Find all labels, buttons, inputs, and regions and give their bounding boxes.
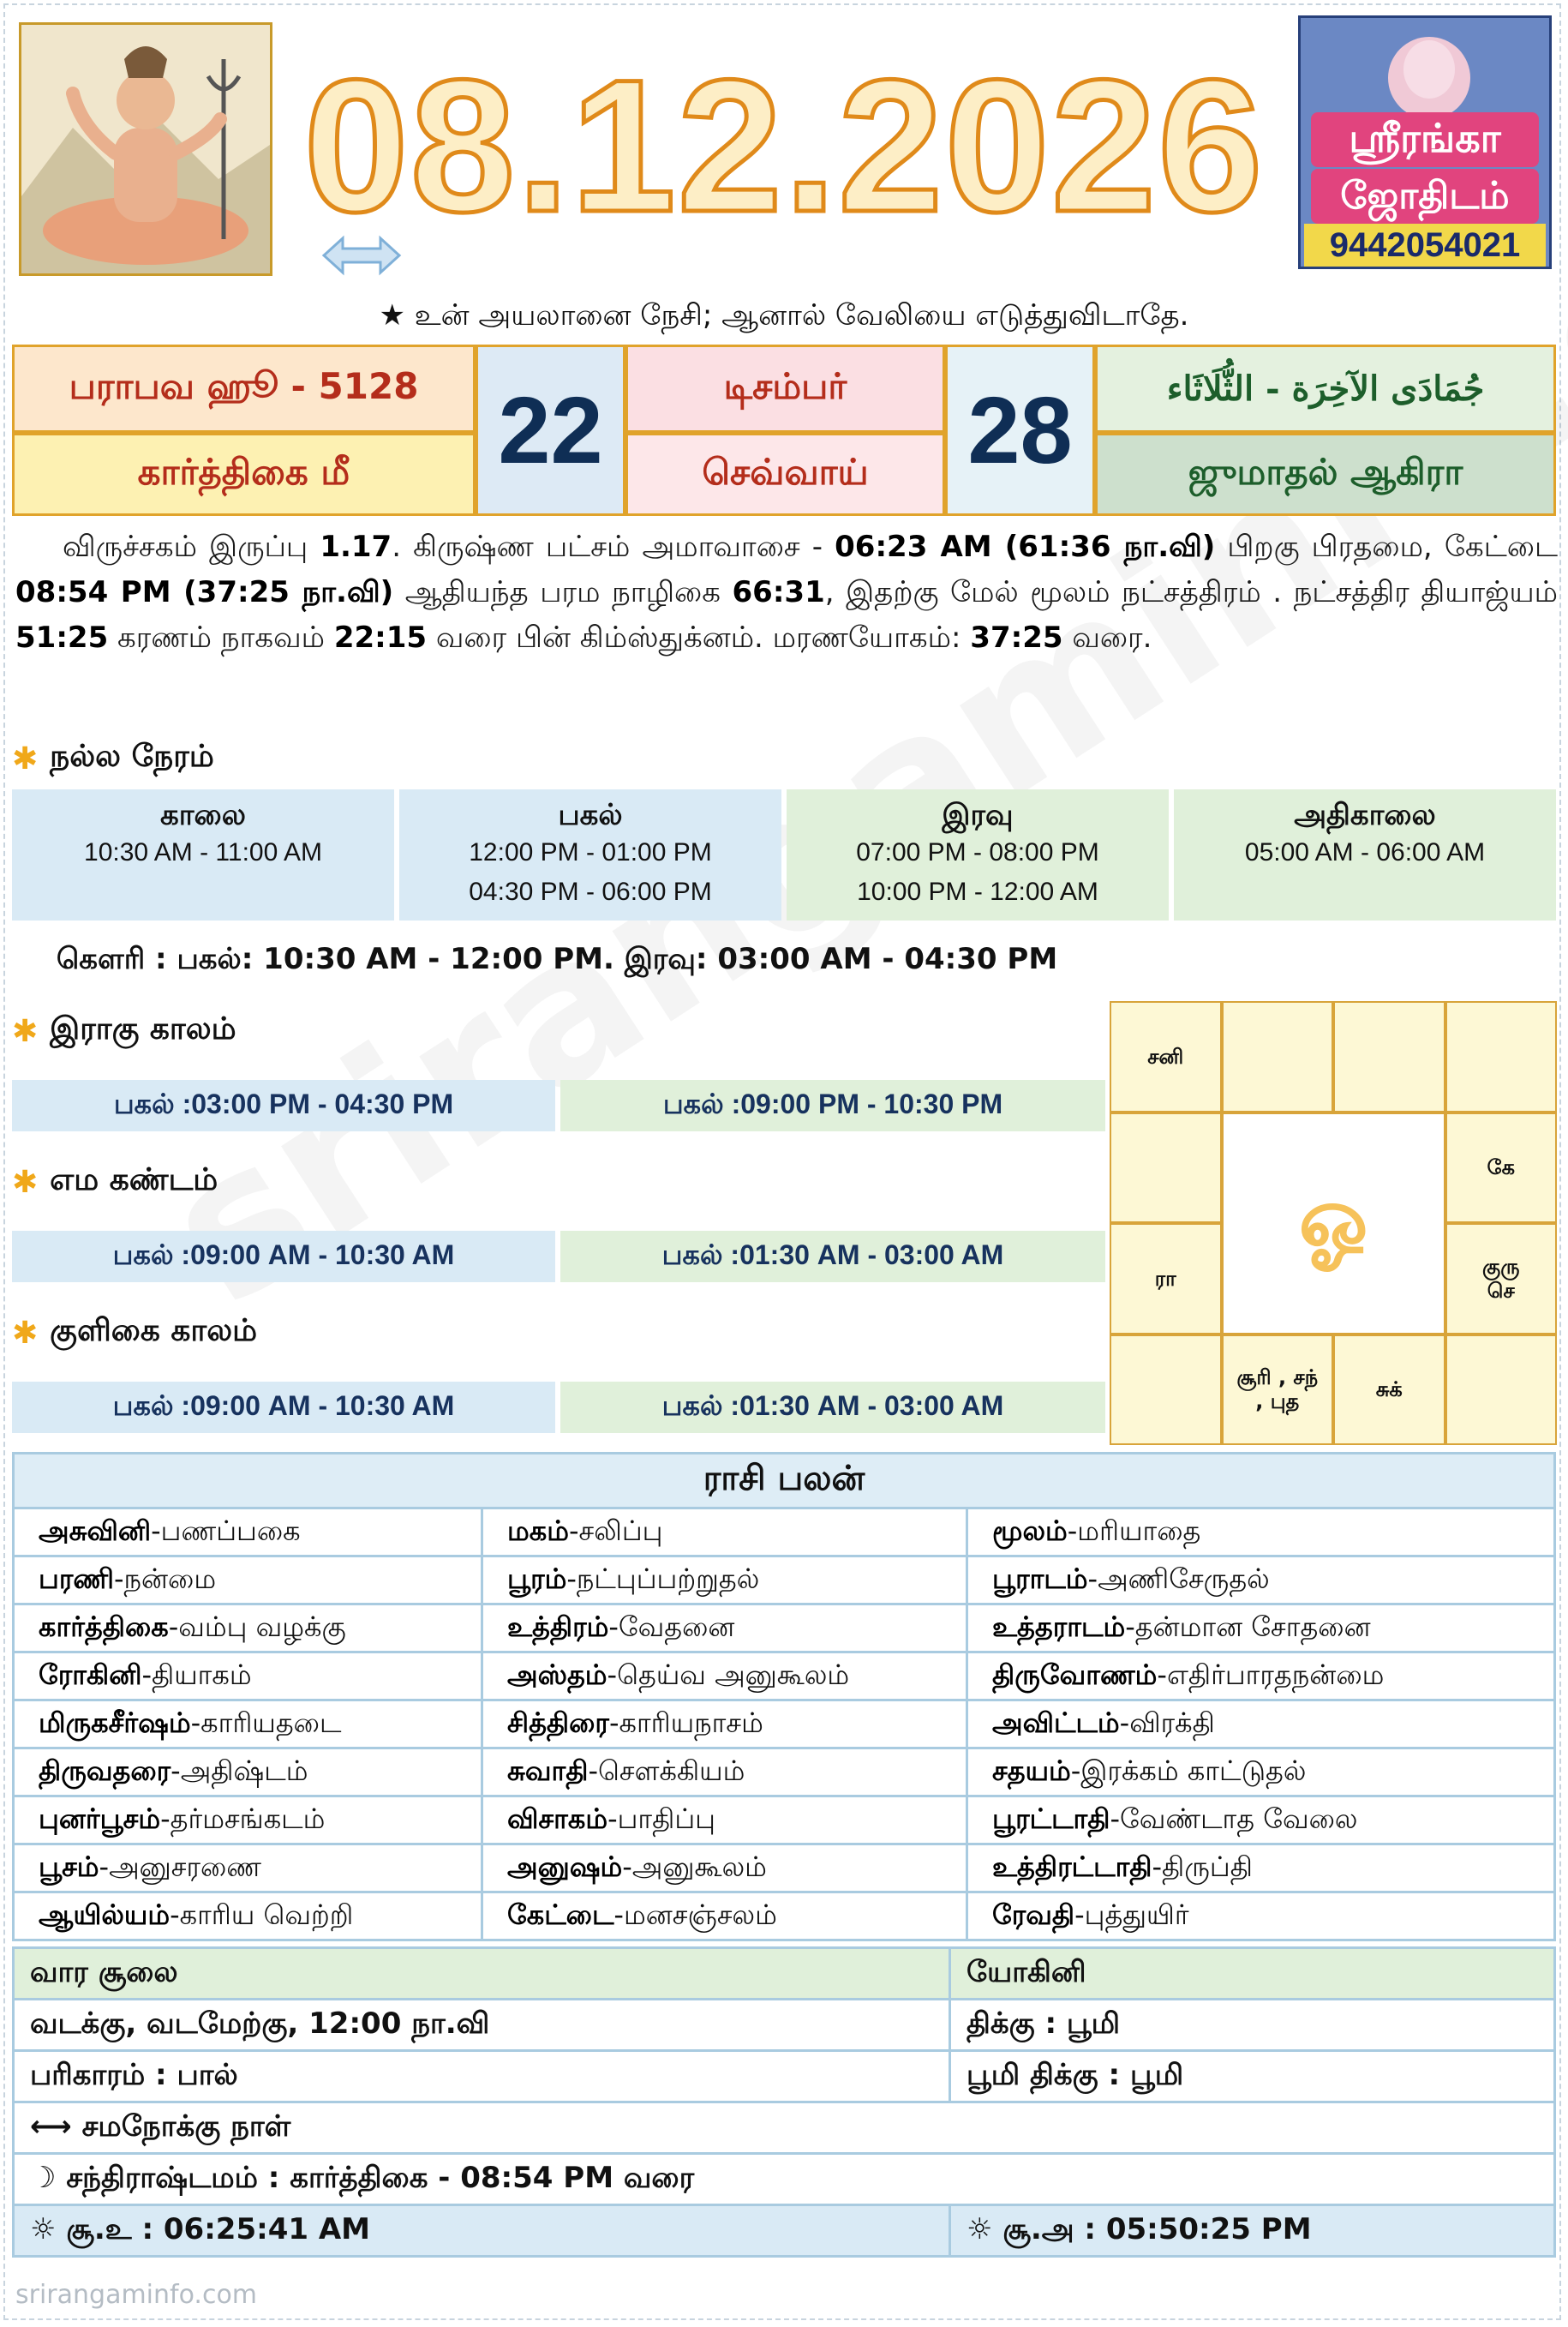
palan-result: -காரிய வெற்றி [170, 1898, 354, 1931]
palan-cell [14, 1700, 482, 1748]
star-name: பூசம் [39, 1850, 99, 1883]
palan-result: -நட்புப்பற்றுதல் [566, 1562, 760, 1595]
swap-arrow-icon [319, 230, 404, 281]
english-month: டிசம்பர் [625, 345, 945, 433]
rasi-box [1333, 1001, 1445, 1113]
palan-result: -அனுசரணை [99, 1850, 262, 1883]
palan-result: -வேண்டாத வேலை [1110, 1802, 1358, 1835]
nalla-neram-pagal [399, 789, 781, 921]
palan-result: -தர்மசங்கடம் [160, 1802, 326, 1835]
palan-cell [482, 1796, 967, 1844]
date-heading: 08.12.2026 [303, 40, 1265, 251]
hijri-month-tamil: ஜுமாதல் ஆகிரா [1095, 433, 1556, 516]
palan-result: -அதிஷ்டம் [171, 1754, 308, 1787]
hijri-date: 28 [945, 345, 1095, 516]
table-row [14, 1652, 1555, 1700]
palan-result: -இரக்கம் காட்டுதல் [1070, 1754, 1307, 1787]
star-name: சித்திரை [507, 1706, 609, 1739]
rasi-box [1222, 1001, 1334, 1113]
star-name: பூராடம் [992, 1562, 1088, 1595]
star-name: உத்தராடம் [992, 1610, 1126, 1643]
star-name: பரணி [39, 1562, 114, 1595]
ema-right: பகல் :01:30 AM - 03:00 AM [560, 1231, 1105, 1282]
star-name: திருவதரை [39, 1754, 171, 1787]
star-name: அனுஷம் [507, 1850, 623, 1883]
star-name: சுவாதி [507, 1754, 589, 1787]
palan-result: -சௌக்கியம் [588, 1754, 745, 1787]
table-row [14, 1892, 1555, 1940]
samanokku-naal: ⟷ சமநோக்கு நாள் [14, 2102, 1555, 2154]
palan-result: -புத்துயிர் [1074, 1898, 1189, 1931]
palan-cell [482, 1508, 967, 1556]
palan-result: -வேதனை [608, 1610, 735, 1643]
kuligai-left: பகல் :09:00 AM - 10:30 AM [12, 1382, 555, 1433]
palan-cell [14, 1652, 482, 1700]
nalla-neram-iravu [787, 789, 1169, 921]
palan-cell [482, 1700, 967, 1748]
logo-phone: 9442054021 [1329, 226, 1521, 264]
chandrashtamam: ☽ சந்திராஷ்டமம் : கார்த்திகை - 08:54 PM வரை [14, 2154, 1555, 2205]
logo [1298, 15, 1552, 269]
star-name: மிருகசீர்ஷம் [39, 1706, 191, 1739]
kuligai-title: ✱ குளிகை காலம் [12, 1313, 258, 1351]
rasi-box [1445, 1334, 1558, 1446]
palan-cell [967, 1508, 1555, 1556]
panchang-text: விருச்சகம் இருப்பு 1.17. கிருஷ்ண பட்சம் அமாவாசை - 06:23 AM (61:36 நா.வி) பிறகு பிரதமை, கேட்டை 08:54 PM (37:25 நா.வி) ஆதியந்த பரம நாழிகை 66:31, இதற்கு மேல் மூலம் நட்சத்திரம் . நட்சத்திர தியாஜ்யம் 51:25 கரணம் நாகவம் 22:15 வரை பின் கிம்ஸ்துக்னம். மரணயோகம்: 37:25 வரை. [15, 530, 1559, 655]
star-name: உத்திரட்டாதி [992, 1850, 1152, 1883]
palan-cell [967, 1796, 1555, 1844]
palan-result: -எதிர்பாரதநன்மை [1157, 1658, 1385, 1691]
palan-result: -நன்மை [113, 1562, 217, 1595]
palan-cell [967, 1556, 1555, 1604]
time-range: 05:00 AM - 06:00 AM [1244, 838, 1486, 867]
rasi-palan-table [12, 1452, 1556, 1941]
ema-title: ✱ எம கண்டம் [12, 1162, 218, 1200]
palan-result: -பணப்பகை [151, 1514, 301, 1547]
rasi-box [1445, 1001, 1558, 1113]
time-range: 12:00 PM - 01:00 PM [469, 838, 712, 867]
table-row [14, 1556, 1555, 1604]
star-name: ஆயில்யம் [39, 1898, 171, 1931]
kuligai-right: பகல் :01:30 AM - 03:00 AM [560, 1382, 1105, 1433]
palan-result: -விரக்தி [1119, 1706, 1215, 1739]
logo-line2: ஜோதிடம் [1340, 174, 1510, 218]
palan-cell [14, 1604, 482, 1652]
star-name: விசாகம் [507, 1802, 608, 1835]
palan-result: -தியாகம் [141, 1658, 252, 1691]
time-range: 07:00 PM - 08:00 PM [856, 838, 1099, 867]
palan-cell [967, 1700, 1555, 1748]
star-name: பூரட்டாதி [992, 1802, 1110, 1835]
nalla-neram-title: ✱ நல்ல நேரம் [12, 739, 214, 777]
gowri-time: கௌரி : பகல்: 10:30 AM - 12:00 PM. இரவு: 03:00 AM - 04:30 PM [56, 942, 1058, 976]
table-row [14, 1844, 1555, 1892]
table-row [14, 1748, 1555, 1796]
palan-cell [967, 1652, 1555, 1700]
vara-soolai-header: வார சூலை [14, 1948, 950, 2000]
star-name: உத்திரம் [507, 1610, 609, 1643]
asterisk-icon: ✱ [12, 741, 39, 777]
rahu-title: ✱ இராகு காலம் [12, 1011, 236, 1049]
palan-cell [967, 1892, 1555, 1940]
palan-cell [967, 1604, 1555, 1652]
star-name: அசுவினி [39, 1514, 152, 1547]
vara-soolai: வடக்கு, வடமேற்கு, 12:00 நா.வி [14, 2000, 950, 2051]
table-row [14, 1796, 1555, 1844]
col-label: பகல் [558, 798, 623, 832]
rahu-left: பகல் :03:00 PM - 04:30 PM [12, 1080, 555, 1131]
palan-cell [967, 1748, 1555, 1796]
time-range: 04:30 PM - 06:00 PM [469, 878, 712, 906]
star-name: மகம் [507, 1514, 569, 1547]
palan-result: -காரியநாசம் [608, 1706, 763, 1739]
nalla-neram-adhikaalai [1174, 789, 1556, 921]
nalla-neram-kaalai [12, 789, 394, 921]
star-name: அஸ்தம் [507, 1658, 607, 1691]
sunrise: ☼ சூ.உ : 06:25:41 AM [14, 2205, 950, 2257]
palan-result: -சலிப்பு [568, 1514, 663, 1547]
ema-left: பகல் :09:00 AM - 10:30 AM [12, 1231, 555, 1282]
palan-result: -அணிசேருதல் [1087, 1562, 1270, 1595]
palan-cell [14, 1748, 482, 1796]
star-name: ரேவதி [992, 1898, 1075, 1931]
sunset: ☼ சூ.அ : 05:50:25 PM [950, 2205, 1555, 2257]
site-footer[interactable]: srirangaminfo.com [15, 2280, 258, 2310]
palan-result: -அனுகூலம் [622, 1850, 767, 1883]
yogini-header: யோகினி [950, 1948, 1555, 2000]
star-name: மூலம் [992, 1514, 1068, 1547]
rasi-box [1110, 1113, 1222, 1224]
palan-cell [482, 1748, 967, 1796]
time-range: 10:00 PM - 12:00 AM [857, 878, 1098, 906]
palan-result: -தெய்வ அனுகூலம் [607, 1658, 850, 1691]
palan-cell [14, 1844, 482, 1892]
parikaram: பரிகாரம் : பால் [14, 2051, 950, 2102]
star-name: சதயம் [992, 1754, 1071, 1787]
palan-result: -பாதிப்பு [607, 1802, 715, 1835]
asterisk-icon: ✱ [12, 1013, 39, 1049]
palan-cell [14, 1508, 482, 1556]
deity-image [19, 22, 272, 276]
star-name: ரோகினி [39, 1658, 142, 1691]
tamil-date: 22 [476, 345, 625, 516]
palan-cell [482, 1556, 967, 1604]
daily-quote: ★ உன் அயலானை நேசி; ஆனால் வேலியை எடுத்துவிடாதே. [379, 298, 1189, 333]
col-label: காலை [160, 798, 246, 832]
logo-line1: ஸ்ரீரங்கா [1349, 115, 1501, 161]
star-name: புனர்பூசம் [39, 1802, 161, 1835]
rasi-box: சனி [1110, 1001, 1222, 1113]
tamil-year: பராபவ ஹூ - 5128 [12, 345, 476, 433]
table-row [14, 1604, 1555, 1652]
palan-result: -வம்பு வழக்கு [168, 1610, 346, 1643]
palan-cell [14, 1556, 482, 1604]
palan-cell [14, 1892, 482, 1940]
rasi-palan-title: ராசி பலன் [14, 1454, 1555, 1508]
palan-cell [14, 1796, 482, 1844]
rahu-right: பகல் :09:00 PM - 10:30 PM [560, 1080, 1105, 1131]
palan-result: -தன்மான சோதனை [1125, 1610, 1371, 1643]
star-name: திருவோணம் [992, 1658, 1158, 1691]
palan-result: -காரியதடை [190, 1706, 342, 1739]
star-name: பூரம் [507, 1562, 567, 1595]
palan-cell [482, 1652, 967, 1700]
rasi-box: குரு செ [1445, 1223, 1558, 1334]
palan-cell [482, 1844, 967, 1892]
rasi-box [1110, 1334, 1222, 1446]
tamil-month: கார்த்திகை மீ [12, 433, 476, 516]
asterisk-icon: ✱ [12, 1315, 39, 1351]
rasi-chart [1110, 1001, 1557, 1445]
rasi-center-om: ஓ [1222, 1113, 1445, 1334]
yogini: திக்கு : பூமி [950, 2000, 1555, 2051]
rasi-box: சுக் [1333, 1334, 1445, 1446]
palan-result: -மனசஞ்சலம் [613, 1898, 777, 1931]
bhoomi-thikku: பூமி திக்கு : பூமி [950, 2051, 1555, 2102]
col-label: அதிகாலை [1294, 798, 1436, 832]
table-row [14, 1700, 1555, 1748]
col-label: இரவு [942, 798, 1014, 832]
palan-result: -திருப்தி [1152, 1850, 1253, 1883]
palan-cell [482, 1604, 967, 1652]
palan-cell [482, 1892, 967, 1940]
star-name: அவிட்டம் [992, 1706, 1120, 1739]
rasi-box: சூரி , சந் , புத [1222, 1334, 1334, 1446]
time-range: 10:30 AM - 11:00 AM [84, 838, 322, 867]
palan-result: -மரியாதை [1067, 1514, 1201, 1547]
rasi-box: கே [1445, 1113, 1558, 1224]
hijri-month-arabic: جُمَادَى الآخِرَة - الثُّلَاثَاء [1095, 345, 1556, 433]
star-name: கார்த்திகை [39, 1610, 169, 1643]
star-name: கேட்டை [507, 1898, 614, 1931]
table-row [14, 1508, 1555, 1556]
bottom-info-table [12, 1946, 1556, 2258]
weekday: செவ்வாய் [625, 433, 945, 516]
palan-cell [967, 1844, 1555, 1892]
rasi-box: ரா [1110, 1223, 1222, 1334]
asterisk-icon: ✱ [12, 1164, 39, 1200]
